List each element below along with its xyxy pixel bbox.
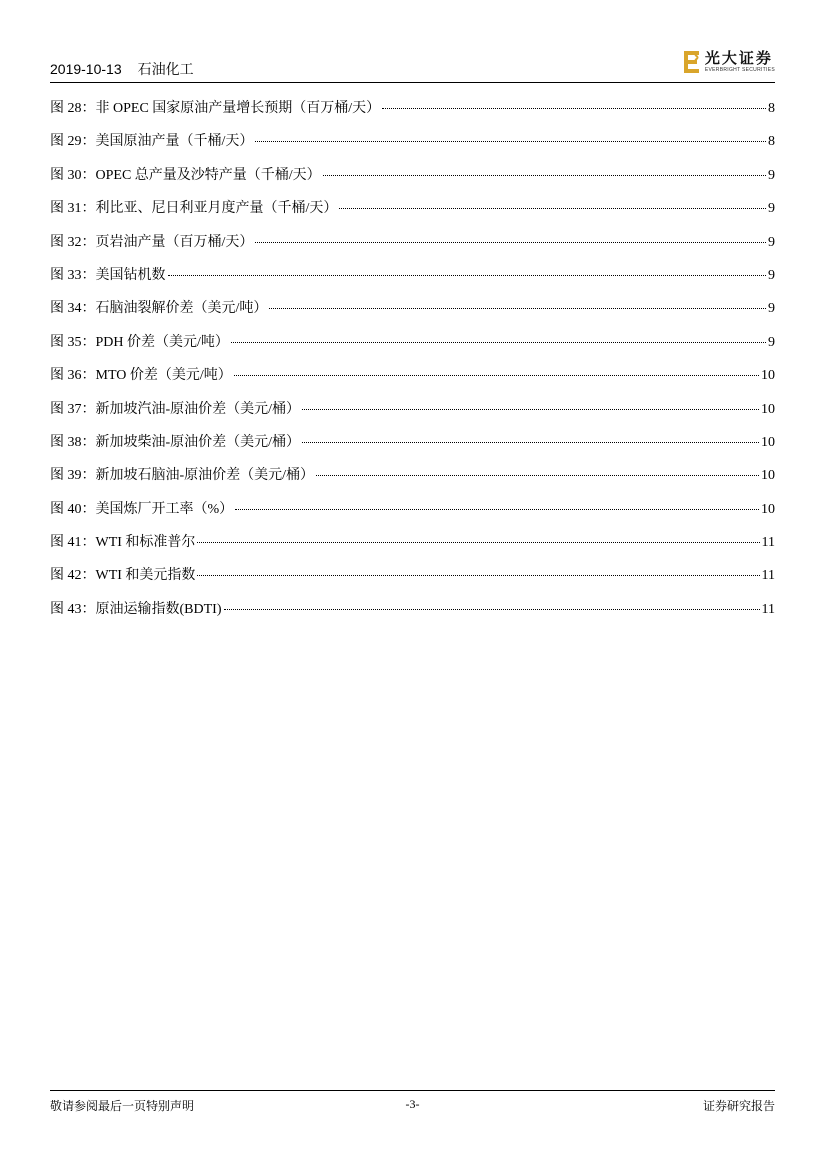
toc-entry-title[interactable]: 图 38：新加坡柴油-原油价差（美元/桶） xyxy=(50,434,301,450)
toc-entry-title[interactable]: 图 35：PDH 价差（美元/吨） xyxy=(50,334,229,350)
toc-entry-page: 9 xyxy=(768,334,775,350)
toc-entry[interactable] xyxy=(50,267,775,300)
toc-entry-page: 9 xyxy=(768,201,775,217)
toc-dot-leader xyxy=(316,475,759,476)
page-number: -3- xyxy=(405,1097,420,1111)
toc-entry-page: 8 xyxy=(768,134,775,150)
logo-chinese-name: 光大证券 xyxy=(704,49,773,67)
toc-entry-title[interactable]: 图 33：美国钻机数 xyxy=(50,267,166,283)
toc-entry-title[interactable]: 图 28：非 OPEC 国家原油产量增长预期（百万桶/天） xyxy=(50,101,381,116)
toc-dot-leader xyxy=(323,175,766,176)
toc-entry-page: 8 xyxy=(768,101,775,116)
toc-dot-leader xyxy=(255,242,766,243)
toc-entry[interactable] xyxy=(50,434,775,467)
toc-dot-leader xyxy=(339,208,766,209)
toc-entry[interactable] xyxy=(50,234,775,267)
toc-dot-leader xyxy=(235,509,759,510)
disclaimer-note: 敬请参阅最后一页特别声明 xyxy=(50,1099,195,1113)
report-type: 证券研究报告 xyxy=(702,1099,775,1113)
page-header xyxy=(50,48,775,83)
toc-entry-title[interactable]: 图 43：原油运输指数(BDTI) xyxy=(50,601,222,617)
toc-entry-title[interactable]: 图 30：OPEC 总产量及沙特产量（千桶/天） xyxy=(50,167,321,183)
toc-entry-page: 10 xyxy=(761,468,775,484)
toc-entry[interactable] xyxy=(50,567,775,600)
toc-dot-leader xyxy=(302,409,759,410)
toc-entry-page: 9 xyxy=(768,301,775,317)
toc-entry-title[interactable]: 图 32：页岩油产量（百万桶/天） xyxy=(50,234,254,250)
toc-entry-page: 10 xyxy=(761,434,775,450)
toc-dot-leader xyxy=(382,108,766,109)
toc-entry-page: 10 xyxy=(761,401,775,417)
toc-entry-page: 9 xyxy=(768,167,775,183)
toc-entry-title[interactable]: 图 31：利比亚、尼日利亚月度产量（千桶/天） xyxy=(50,201,338,217)
company-logo xyxy=(683,50,775,78)
toc-dot-leader xyxy=(224,609,760,610)
logo-english-name: EVERBRIGHT SECURITIES xyxy=(704,67,775,73)
toc-entry[interactable] xyxy=(50,133,775,166)
toc-dot-leader xyxy=(231,342,766,343)
toc-entry-page: 9 xyxy=(768,234,775,250)
toc-entry-title[interactable]: 图 37：新加坡汽油-原油价差（美元/桶） xyxy=(50,401,301,417)
toc-entry-title[interactable]: 图 34：石脑油裂解价差（美元/吨） xyxy=(50,301,268,317)
toc-entry[interactable] xyxy=(50,200,775,233)
toc-entry-title[interactable]: 图 39：新加坡石脑油-原油价差（美元/桶） xyxy=(50,468,315,484)
page-footer xyxy=(50,1090,775,1117)
toc-entry-title[interactable]: 图 29：美国原油产量（千桶/天） xyxy=(50,134,254,150)
toc-entry-page: 10 xyxy=(761,501,775,517)
toc-dot-leader xyxy=(197,542,759,543)
report-sector: 石油化工 xyxy=(137,61,194,77)
toc-dot-leader xyxy=(197,575,759,576)
toc-entry[interactable] xyxy=(50,534,775,567)
toc-entry[interactable] xyxy=(50,367,775,400)
report-date: 2019-10-13 xyxy=(50,61,122,77)
toc-entry[interactable] xyxy=(50,167,775,200)
toc-entry[interactable] xyxy=(50,467,775,500)
toc-dot-leader xyxy=(302,442,759,443)
toc-entry[interactable] xyxy=(50,501,775,534)
toc-dot-leader xyxy=(255,141,766,142)
toc-entry[interactable] xyxy=(50,300,775,333)
toc-entry-title[interactable]: 图 36：MTO 价差（美元/吨） xyxy=(50,368,232,384)
header-info xyxy=(50,59,194,79)
toc-entry-title[interactable]: 图 41：WTI 和标准普尔 xyxy=(50,535,196,551)
everbright-logo-icon xyxy=(683,50,701,74)
toc-entry[interactable] xyxy=(50,401,775,434)
toc-entry-page: 11 xyxy=(761,568,775,584)
toc-entry-page: 11 xyxy=(761,601,775,617)
toc-entry-title[interactable]: 图 42：WTI 和美元指数 xyxy=(50,568,196,584)
toc-dot-leader xyxy=(168,275,767,276)
toc-entry[interactable] xyxy=(50,100,775,133)
toc-entry-page: 9 xyxy=(768,267,775,283)
toc-entry-page: 10 xyxy=(761,368,775,384)
toc-dot-leader xyxy=(269,308,766,309)
toc-entry-title[interactable]: 图 40：美国炼厂开工率（%） xyxy=(50,501,234,517)
toc-entry-page: 11 xyxy=(761,535,775,551)
toc-entry[interactable] xyxy=(50,334,775,367)
toc-dot-leader xyxy=(234,375,759,376)
figure-list xyxy=(50,100,775,634)
toc-entry[interactable] xyxy=(50,601,775,634)
